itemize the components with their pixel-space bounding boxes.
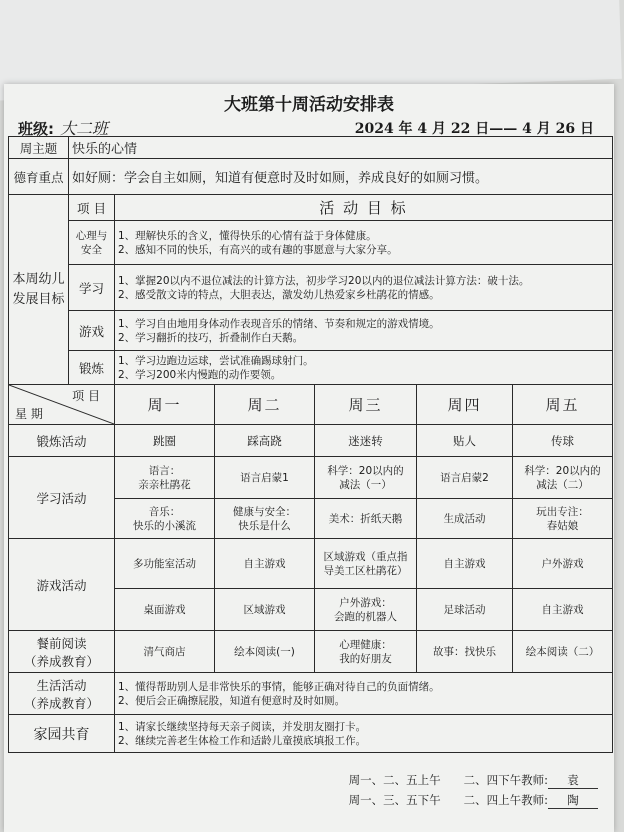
footer-text: 周一、三、五下午 二、四上午教师: <box>348 793 548 807</box>
goal-text: 1、掌握20以内不退位减法的计算方法，初步学习20以内的退位减法计算方法：破十法。 2、感受散文诗的特点，大胆表达，激发幼儿热爱家乡杜鹃花的情感。 <box>115 265 613 311</box>
footer-line <box>349 772 598 789</box>
moral-label: 德育重点 <box>9 159 69 195</box>
exercise-cell: 踩高跷 <box>215 425 315 457</box>
home-text: 1、请家长继续坚持每天亲子阅读，并发朋友圈打卡。 2、继续完善老生体检工作和适龄儿童摸底填报工作。 <box>115 715 613 753</box>
class-label: 班级: <box>18 120 54 138</box>
moral-value: 如好厕：学会自主如厕，知道有便意时及时如厕，养成良好的如厕习惯。 <box>69 159 613 195</box>
day-header: 周二 <box>215 385 315 425</box>
study-cell: 美术：折纸天鹅 <box>315 499 417 539</box>
day-header: 周三 <box>315 385 417 425</box>
goal-item: 锻炼 <box>69 351 115 385</box>
study-cell: 语言启蒙1 <box>215 457 315 499</box>
reading-cell: 清气商店 <box>115 631 215 673</box>
exercise-cell: 贴人 <box>417 425 513 457</box>
corner-top: 项 目 <box>72 389 100 403</box>
reading-cell: 绘本阅读（二） <box>513 631 613 673</box>
games-cell: 桌面游戏 <box>115 589 215 631</box>
footer-text: 周一、二、五上午 二、四下午教师: <box>348 773 548 787</box>
reading-label: 餐前阅读 （养成教育） <box>9 631 115 673</box>
games-cell: 区域游戏（重点指 导美工区杜鹃花） <box>315 539 417 589</box>
goals-col-item: 项 目 <box>69 195 115 221</box>
games-cell: 户外游戏 <box>513 539 613 589</box>
goal-item: 心理与安全 <box>69 221 115 265</box>
games-cell: 户外游戏： 会跑的机器人 <box>315 589 417 631</box>
exercise-cell: 传球 <box>513 425 613 457</box>
goal-text: 1、学习边跑边运球，尝试准确踢球射门。 2、学习200米内慢跑的动作要领。 <box>115 351 613 385</box>
study-cell: 健康与安全： 快乐是什么 <box>215 499 315 539</box>
study-cell: 科学：20以内的 减法（二） <box>513 457 613 499</box>
goals-col-goal: 活 动 目 标 <box>115 195 613 221</box>
exercise-cell: 跳圈 <box>115 425 215 457</box>
goal-text: 1、学习自由地用身体动作表现音乐的情绪、节奏和规定的游戏情境。 2、学习翻折的技巧，折叠制作白天鹅。 <box>115 311 613 351</box>
games-cell: 自主游戏 <box>417 539 513 589</box>
study-cell: 玩出专注： 春姑娘 <box>513 499 613 539</box>
reading-cell: 心理健康： 我的好朋友 <box>315 631 417 673</box>
study-cell: 生成活动 <box>417 499 513 539</box>
teacher-name: 袁 <box>548 772 598 789</box>
life-text: 1、懂得帮助别人是非常快乐的事情，能够正确对待自己的负面情绪。 2、便后会正确擦屁股，知道有便意时及时如厕。 <box>115 673 613 715</box>
study-cell: 语言： 亲亲杜鹃花 <box>115 457 215 499</box>
home-label: 家园共育 <box>9 715 115 753</box>
theme-label: 周主题 <box>9 137 69 159</box>
games-cell: 区域游戏 <box>215 589 315 631</box>
day-header: 周四 <box>417 385 513 425</box>
reading-cell: 故事：找快乐 <box>417 631 513 673</box>
goals-section-label: 本周幼儿发展目标 <box>9 195 69 385</box>
theme-value: 快乐的心情 <box>69 137 613 159</box>
schedule-sheet <box>4 84 614 832</box>
reading-cell: 绘本阅读(一) <box>215 631 315 673</box>
games-cell: 足球活动 <box>417 589 513 631</box>
schedule-corner <box>9 385 115 425</box>
date-range: 2024 年 4 月 22 日—— 4 月 26 日 <box>354 121 594 137</box>
games-cell: 自主游戏 <box>513 589 613 631</box>
study-label: 学习活动 <box>9 457 115 539</box>
class-value: 大二班 <box>60 119 109 138</box>
exercise-label: 锻炼活动 <box>9 425 115 457</box>
goal-item: 游戏 <box>69 311 115 351</box>
games-label: 游戏活动 <box>9 539 115 631</box>
study-cell: 科学：20以内的 减法（一） <box>315 457 417 499</box>
study-cell: 语言启蒙2 <box>417 457 513 499</box>
games-cell: 多功能室活动 <box>115 539 215 589</box>
life-label: 生活活动 （养成教育） <box>9 673 115 715</box>
schedule-table <box>8 136 613 753</box>
day-header: 周五 <box>513 385 613 425</box>
corner-bottom: 星 期 <box>15 407 43 421</box>
teacher-name: 陶 <box>548 792 598 809</box>
page-title: 大班第十周活动安排表 <box>224 95 394 115</box>
footer-line <box>349 792 598 809</box>
day-header: 周一 <box>115 385 215 425</box>
goal-item: 学习 <box>69 265 115 311</box>
exercise-cell: 迷迷转 <box>315 425 417 457</box>
goal-text: 1、理解快乐的含义，懂得快乐的心情有益于身体健康。 2、感知不同的快乐，有高兴的或有趣的事愿意与大家分享。 <box>115 221 613 265</box>
games-cell: 自主游戏 <box>215 539 315 589</box>
study-cell: 音乐： 快乐的小溪流 <box>115 499 215 539</box>
